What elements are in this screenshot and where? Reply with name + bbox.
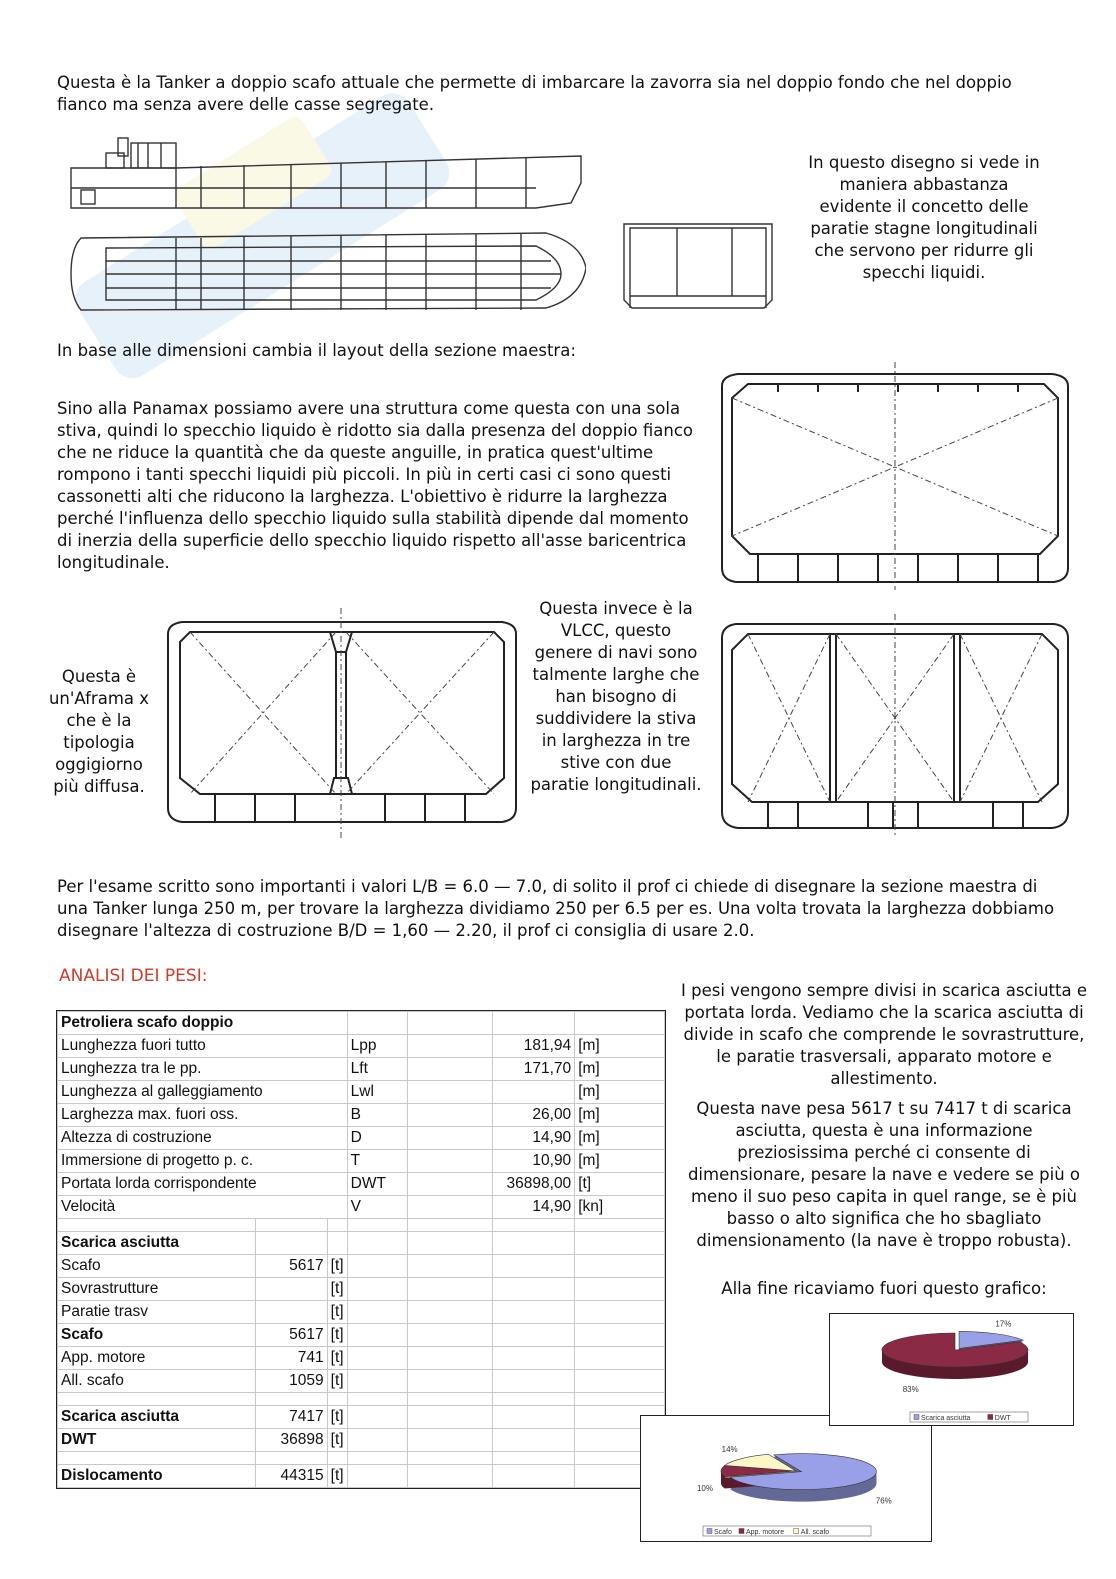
row-value: 5617: [255, 1255, 327, 1278]
row-value: 36898: [255, 1429, 327, 1452]
row-value: [493, 1081, 575, 1104]
table-row: [58, 1324, 665, 1347]
pie-data-label: 76%: [875, 1496, 892, 1506]
row-label: Sovrastrutture: [58, 1278, 256, 1301]
row-unit: [m]: [575, 1127, 665, 1150]
row-unit: [t]: [327, 1301, 347, 1324]
legend-swatch: [914, 1415, 919, 1420]
table-row: [58, 1058, 665, 1081]
row-unit: [t]: [327, 1278, 347, 1301]
panamax-paragraph: Sino alla Panamax possiamo avere una struttura come questa con una sola stiva, quindi lo specchio liquido è ridotto sia dalla presenza del doppio fianco che ne riduce la quantità che da queste anguille, in pratica quest'ultime rompono i tanti specchi liquidi più piccoli. In più in certi casi ci sono questi cassonetti alti che riducono la larghezza. L'obiettivo è ridurre la larghezza perché l'influenza dello specchio liquido sulla stabilità dipende dal momento di inerzia della superficie dello specchio liquido rispetto all'asse baricentrica longitudinale.: [57, 399, 694, 572]
table-row: [58, 1429, 665, 1452]
row-value: 5617: [255, 1324, 327, 1347]
row-value: 10,90: [493, 1150, 575, 1173]
exam-paragraph: Per l'esame scritto sono importanti i valori L/B = 6.0 — 7.0, di solito il prof ci chiede di disegnare la sezione maestra di una Tanker lunga 250 m, per trovare la larghezza dividiamo 250 per 6.5 per es. Una volta trovata la larghezza dobbiamo disegnare l'altezza di costruzione B/D = 1,60 — 2.20, il prof ci consiglia di usare 2.0.: [57, 877, 1055, 940]
pie-chart-weights-breakdown: [641, 1416, 931, 1541]
row-value: 181,94: [493, 1035, 575, 1058]
table-section-row: [58, 1232, 665, 1255]
table-row: [58, 1127, 665, 1150]
row-unit: [t]: [327, 1429, 347, 1452]
pie-chart-dwt-frame: [829, 1313, 1074, 1426]
row-value: [255, 1301, 327, 1324]
weights-note-1: I pesi vengono sempre divisi in scarica asciutta e portata lorda. Vediamo che la scarica asciutta di divide in scafo che comprende le sovrastrutture, le paratie trasversali, apparato motore e allestimento.: [681, 981, 1087, 1088]
row-label: All. scafo: [58, 1370, 256, 1393]
row-unit: [t]: [327, 1406, 347, 1429]
vlcc-note: Questa invece è la VLCC, questo genere di navi sono talmente larghe che han bisogno di suddividere la stiva in larghezza in tre stive con due paratie longitudinali.: [530, 599, 702, 794]
row-unit: [m]: [575, 1081, 665, 1104]
legend-swatch: [988, 1415, 993, 1420]
legend-entry: Scarica asciutta: [921, 1415, 971, 1422]
table-row: [58, 1081, 665, 1104]
table-row: [58, 1347, 665, 1370]
row-value: 7417: [255, 1406, 327, 1429]
pie-legend: [703, 1526, 871, 1536]
row-symbol: T: [347, 1150, 407, 1173]
table-title: Petroliera scafo doppio: [58, 1012, 348, 1035]
row-unit: [kn]: [575, 1196, 665, 1219]
row-label: Paratie trasv: [58, 1301, 256, 1324]
weights-table-frame: [56, 1010, 666, 1489]
row-value: 36898,00: [493, 1173, 575, 1196]
row-value: 171,70: [493, 1058, 575, 1081]
row-label: Portata lorda corrispondente: [58, 1173, 348, 1196]
legend-swatch: [794, 1529, 799, 1534]
legend-entry: All. scafo: [800, 1529, 830, 1536]
legend-entry: Scafo: [714, 1529, 732, 1536]
pie-legend: [910, 1412, 1028, 1422]
pie-data-label: 14%: [721, 1445, 738, 1455]
pie-data-label: 83%: [902, 1384, 919, 1394]
row-unit: [t]: [327, 1347, 347, 1370]
row-unit: [m]: [575, 1150, 665, 1173]
row-label: Lunghezza tra le pp.: [58, 1058, 348, 1081]
side-note-longitudinal-bulkheads: In questo disegno si vede in maniera abbastanza evidente il concetto delle paratie stagne longitudinali che servono per ridurre gli specchi liquidi.: [808, 153, 1040, 282]
table-row: [58, 1104, 665, 1127]
weights-table: [57, 1011, 665, 1488]
table-row: [58, 1150, 665, 1173]
row-symbol: Lft: [347, 1058, 407, 1081]
row-unit: [t]: [575, 1173, 665, 1196]
aframax-note: Questa è un'Aframa x che è la tipologia oggigiorno più diffusa.: [48, 667, 150, 796]
legend-swatch: [739, 1529, 744, 1534]
row-label: Velocità: [58, 1196, 348, 1219]
row-value: 44315: [255, 1465, 327, 1488]
row-unit: [m]: [575, 1058, 665, 1081]
weights-heading: ANALISI DEI PESI:: [59, 966, 208, 986]
legend-entry: DWT: [994, 1415, 1011, 1422]
row-value: 1059: [255, 1370, 327, 1393]
pie-chart-dwt: [830, 1314, 1073, 1425]
vlcc-section-drawing: [718, 614, 1072, 836]
row-label: Scafo: [58, 1255, 256, 1278]
row-label: App. motore: [58, 1347, 256, 1370]
row-value: 741: [255, 1347, 327, 1370]
aframax-section-drawing: [160, 608, 522, 840]
row-label: DWT: [58, 1429, 256, 1452]
row-label: Dislocamento: [58, 1465, 256, 1488]
table-row: [58, 1370, 665, 1393]
panamax-section-drawing: [718, 362, 1072, 590]
row-label: Immersione di progetto p. c.: [58, 1150, 348, 1173]
table-row: [58, 1278, 665, 1301]
row-label: Scafo: [58, 1324, 256, 1347]
intro-paragraph: Questa è la Tanker a doppio scafo attuale che permette di imbarcare la zavorra sia nel doppio fondo che nel doppio fianco ma senza avere delle casse segregate.: [57, 73, 1012, 114]
pie-data-label: 17%: [995, 1319, 1012, 1329]
row-symbol: V: [347, 1196, 407, 1219]
row-symbol: Lwl: [347, 1081, 407, 1104]
row-value: 14,90: [493, 1196, 575, 1219]
small-cross-section-drawing: [622, 222, 774, 310]
row-unit: [m]: [575, 1035, 665, 1058]
weights-note-2: Questa nave pesa 5617 t su 7417 t di scarica asciutta, questa è una informazione preziosissima perché ci consente di dimensionare, pesare la nave e vedere se più o meno il suo peso capita in quel range, se è più basso o alto significa che ho sbagliato dimensionamento (la nave è troppo robusta).: [687, 1099, 1081, 1250]
row-symbol: B: [347, 1104, 407, 1127]
layout-heading: In base alle dimensioni cambia il layout della sezione maestra:: [57, 341, 576, 360]
legend-entry: App. motore: [746, 1529, 785, 1536]
table-row: [58, 1255, 665, 1278]
row-unit: [t]: [327, 1465, 347, 1488]
row-value: 26,00: [493, 1104, 575, 1127]
section-title: Scarica asciutta: [58, 1232, 256, 1255]
row-label: Larghezza max. fuori oss.: [58, 1104, 348, 1127]
pie-data-label: 10%: [696, 1484, 714, 1493]
row-unit: [m]: [575, 1104, 665, 1127]
row-unit: [t]: [327, 1370, 347, 1393]
legend-swatch: [707, 1529, 712, 1534]
table-row: [58, 1406, 665, 1429]
pie-chart-weights-breakdown-frame: [640, 1415, 932, 1542]
table-row: [58, 1035, 665, 1058]
table-row: [58, 1173, 665, 1196]
row-unit: [t]: [327, 1324, 347, 1347]
row-symbol: D: [347, 1127, 407, 1150]
row-value: 14,90: [493, 1127, 575, 1150]
table-row: [58, 1196, 665, 1219]
tanker-profile-plan-drawing: [66, 128, 586, 320]
table-row: [58, 1301, 665, 1324]
row-symbol: Lpp: [347, 1035, 407, 1058]
row-label: Lunghezza al galleggiamento: [58, 1081, 348, 1104]
row-value: [255, 1278, 327, 1301]
row-symbol: DWT: [347, 1173, 407, 1196]
row-label: Altezza di costruzione: [58, 1127, 348, 1150]
weights-note-3: Alla fine ricaviamo fuori questo grafico:: [721, 1279, 1047, 1298]
row-unit: [t]: [327, 1255, 347, 1278]
table-row-total: [58, 1465, 665, 1488]
row-label: Scarica asciutta: [58, 1406, 256, 1429]
row-label: Lunghezza fuori tutto: [58, 1035, 348, 1058]
